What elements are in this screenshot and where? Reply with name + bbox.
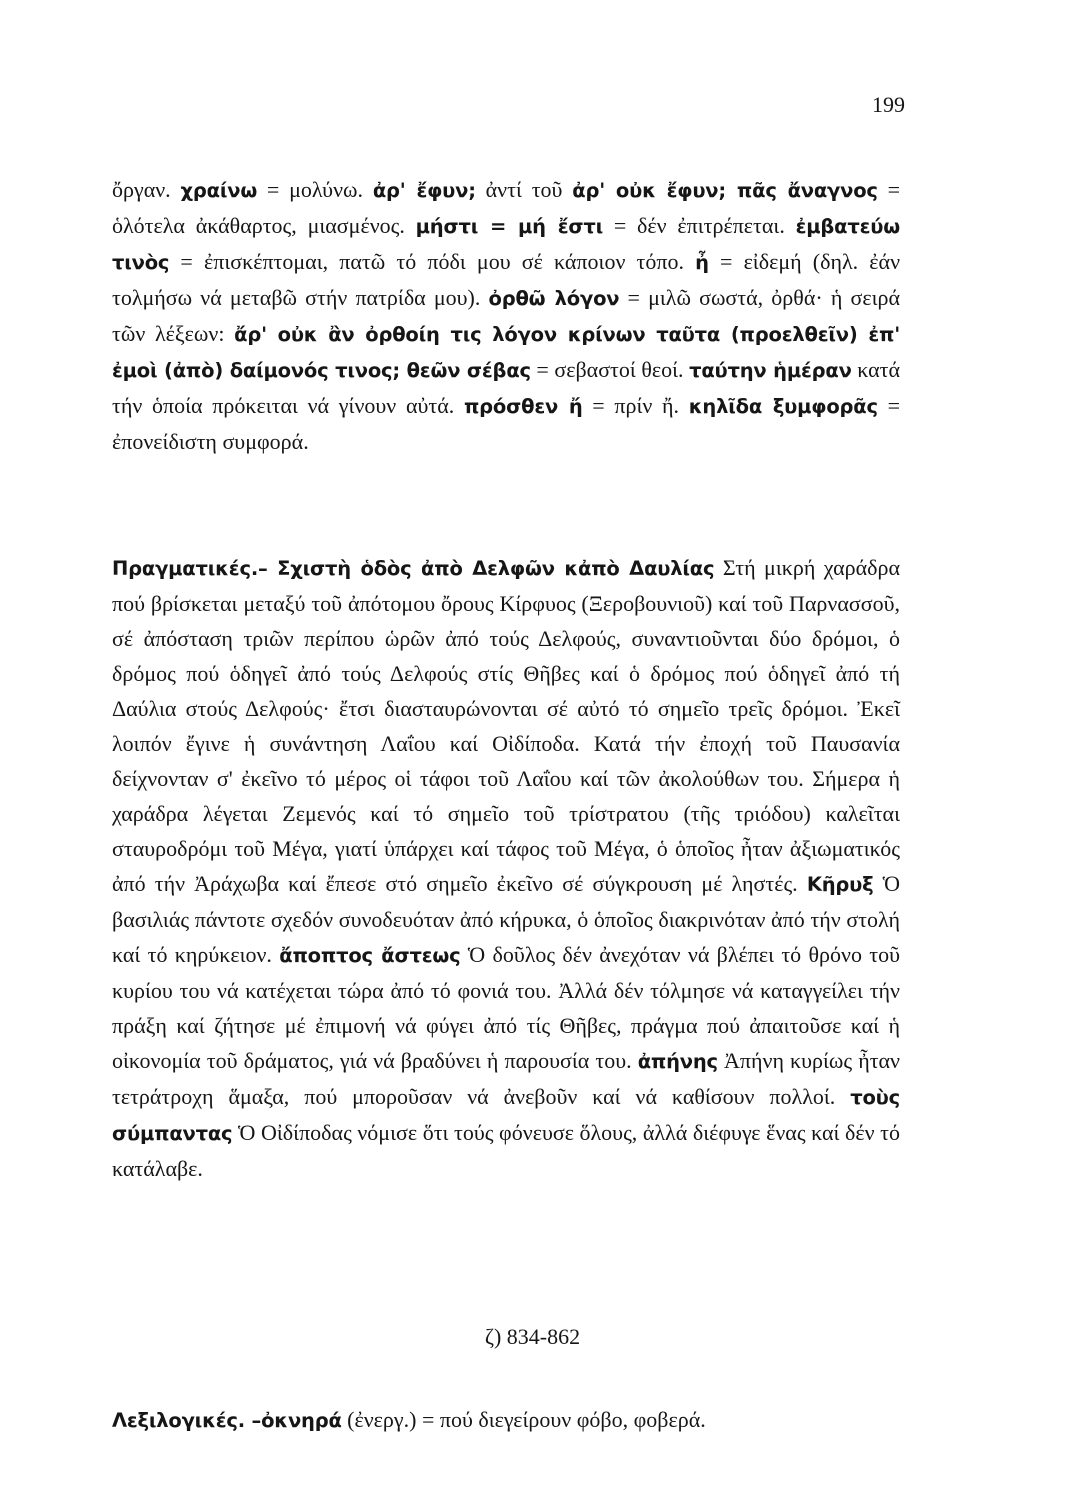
lemma-term: ἀρ' οὐκ ἔφυν; πᾶς ἄναγνος <box>572 179 878 202</box>
text-run: = πρίν ἤ. <box>582 393 689 418</box>
text-run: ὄργαν. <box>112 177 181 202</box>
text-run: κατά τήν ὁποία πρόκειται νά γίνουν αὐτά. <box>112 357 900 418</box>
section-heading: ζ) 834-862 <box>484 1324 581 1349</box>
text-run: = ὁλότελα ἀκάθαρτος, μιασμένος. <box>112 177 901 238</box>
lemma-term: ὀρθῶ λόγον <box>488 287 620 310</box>
lemma-term: ἀρ' ἔφυν; <box>372 179 476 202</box>
lemma-term: χραίνω <box>180 179 258 202</box>
lemma-term: Κῆρυξ <box>806 873 874 896</box>
text-run: = σεβαστοί θεοί. <box>530 357 690 382</box>
text-run: Ὁ βασιλιάς πάντοτε σχεδόν συνοδευόταν ἀπό κήρυκα, ὁ ὁποῖος διακρινόταν ἀπό τήν στολή καί τό κηρύκειον. <box>112 871 900 967</box>
text-run: (ἐνεργ.) = πού διεγείρουν φόβο, φοβερά. <box>341 1407 706 1432</box>
text-run: = δέν ἐπιτρέπεται. <box>603 213 796 238</box>
lemma-term: ἦ <box>695 251 709 274</box>
lemma-term: Πραγματικές.– Σχιστὴ ὁδὸς ἀπὸ Δελφῶν κἀπὸ Δαυλίας <box>112 557 715 580</box>
lexical-notes-paragraph <box>112 1402 900 1438</box>
text-run: Ὁ δοῦλος δέν ἀνεχόταν νά βλέπει τό θρόνο τοῦ κυρίου του νά κατέχεται τώρα ἀπό τό φονιά του. Ἀλλά δέν τόλμησε νά καταγγείλει τήν πράξη καί ζήτησε μέ ἐπιμονή νά φύγει ἀπό τίς Θῆβες, πράγμα πού ἀπαιτοῦσε καί ἡ οἰκονομία τοῦ δράματος, γιά νά βραδύνει ἡ παρουσία του. <box>112 942 900 1073</box>
text-run: Ὁ Οἰδίποδας νόμισε ὅτι τούς φόνευσε ὅλους, ἀλλά διέφυγε ἕνας καί δέν τό κατάλαβε. <box>112 1120 900 1181</box>
glossary-paragraph <box>112 172 900 459</box>
lemma-term: ταύτην ἡμέραν <box>689 359 852 382</box>
lemma-term: ἄποπτος ἄστεως <box>279 944 461 967</box>
lemma-term: κηλῖδα ξυμφορᾶς <box>688 395 878 418</box>
text-run: Ἀπήνη κυρίως ἦταν τετράτροχη ἅμαξα, πού μποροῦσαν νά ἀνεβοῦν καί νά καθίσουν πολλοί. <box>112 1048 901 1109</box>
lemma-term: ἀπήνης <box>637 1050 718 1073</box>
text-run: = μιλῶ σωστά, ὀρθά· ἡ σειρά τῶν λέξεων: <box>112 285 900 346</box>
lemma-term: τοὺς σύμπαντας <box>112 1086 900 1145</box>
text-run: = μολύνω. <box>257 177 373 202</box>
lemma-term: μήστι = μή ἔστι <box>415 215 604 238</box>
text-run: ἀντί τοῦ <box>475 177 573 202</box>
text-run: = ἐπισκέπτομαι, πατῶ τό πόδι μου σέ κάποιον τόπο. <box>169 249 696 274</box>
lemma-term: πρόσθεν ἤ <box>463 395 583 418</box>
page-number: 199 <box>872 92 905 117</box>
text-run: = ἐπονείδιστη συμφορά. <box>112 393 900 454</box>
lemma-term: Λεξιλογικές. –ὀκνηρά <box>112 1409 342 1432</box>
factual-notes-paragraph <box>112 550 900 1186</box>
lemma-term: ἐμβατεύω τινὸς <box>112 215 900 274</box>
text-run: = εἰδεμή (δηλ. ἐάν τολμήσω νά μεταβῶ στήν πατρίδα μου). <box>112 249 901 310</box>
text-run: Στή μικρή χαράδρα πού βρίσκεται μεταξύ τοῦ ἀπότομου ὄρους Κίρφυος (Ξεροβουνιοῦ) καί τοῦ Παρνασσοῦ, σέ ἀπόσταση τριῶν περίπου ὡρῶν ἀπό τούς Δελφούς, συναντιοῦνται δύο δρόμοι, ὁ δρόμος πού ὁδηγεῖ ἀπό τούς Δελφούς στίς Θῆβες καί ὁ δρόμος πού ὁδηγεῖ ἀπό τή Δαύλια στούς Δελφούς· ἔτσι διασταυρώνονται σέ αὐτό τό σημεῖο τρεῖς δρόμοι. Ἐκεῖ λοιπόν ἔγινε ἡ συνάντηση Λαΐου καί Οἰδίποδα. Κατά τήν ἐποχή τοῦ Παυσανία δείχνονταν σ' ἐκεῖνο τό μέρος οἱ τάφοι τοῦ Λαΐου καί τῶν ἀκολούθων του. Σήμερα ἡ χαράδρα λέγεται Ζεμενός καί τό σημεῖο τοῦ τρίστρατου (τῆς τριόδου) καλεῖται σταυροδρόμι τοῦ Μέγα, γιατί ὑπάρχει καί τάφος τοῦ Μέγα, ὁ ὁποῖος ἦταν ἀξιωματικός ἀπό τήν Ἀράχωβα καί ἔπεσε στό σημεῖο ἐκεῖνο σέ σύγκρουση μέ ληστές. <box>112 555 900 896</box>
lemma-term: ἄρ' οὐκ ἂν ὀρθοίη τις λόγον κρίνων ταῦτα (προελθεῖν) ἐπ' ἐμοὶ (ἀπὸ) δαίμονός τινος; θεῶν σέβας <box>112 323 900 382</box>
